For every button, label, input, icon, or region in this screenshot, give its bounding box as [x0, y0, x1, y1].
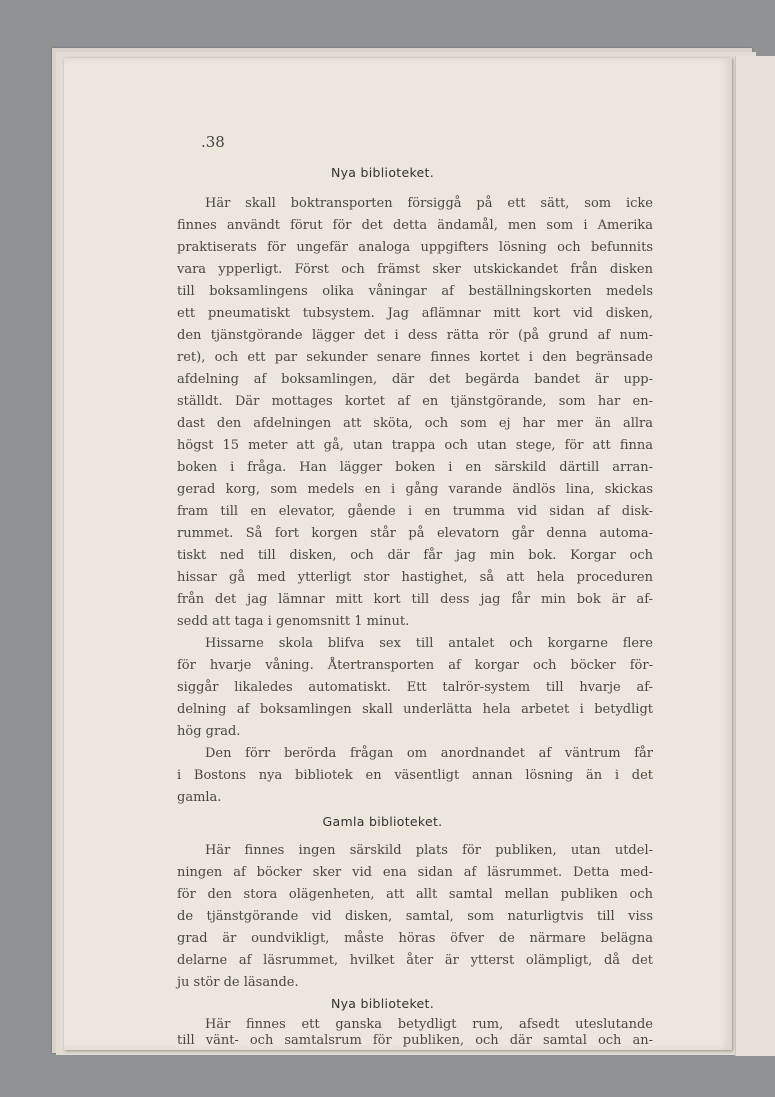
text-line: delarne af läsrummet, hvilket åter är ytterst olämpligt, då det [177, 953, 653, 968]
text-line: de tjänstgörande vid disken, samtal, som naturligtvis till viss [177, 909, 653, 924]
text-line: praktiserats för ungefär analoga uppgifters lösning och befunnits [177, 240, 653, 255]
section-heading-gamla: Gamla biblioteket. [322, 814, 443, 829]
text-line: tiskt ned till disken, och där får jag min bok. Korgar och [177, 548, 653, 563]
text-line: gerad korg, som medels en i gång varande ändlös lina, skickas [177, 482, 653, 497]
text-line: boken i fråga. Han lägger boken i en särskild därtill arran- [177, 460, 653, 475]
text-line: ju stör de läsande. [177, 975, 299, 990]
section-heading-nya-2: Nya biblioteket. [330, 996, 435, 1011]
text-line: sedd att taga i genomsnitt 1 minut. [177, 614, 410, 629]
text-line: för den stora olägenheten, att allt samtal mellan publiken och [177, 887, 653, 902]
text-line: ret), och ett par sekunder senare finnes kortet i den begränsade [177, 350, 653, 365]
text-line: i Bostons nya bibliotek en väsentligt annan lösning än i det [177, 768, 653, 783]
text-line: för hvarje våning. Återtransporten af korgar och böcker för- [177, 658, 653, 673]
text-line: gamla. [177, 790, 222, 805]
text-line: Här finnes ett ganska betydligt rum, afsedt uteslutande [205, 1017, 653, 1032]
text-line: hissar gå med ytterligt stor hastighet, så att hela proceduren [177, 570, 653, 585]
text-line: ningen af böcker sker vid ena sidan af läsrummet. Detta med- [177, 865, 653, 880]
text-line: fram till en elevator, gående i en trumma vid sidan af disk- [177, 504, 653, 519]
text-line: till vänt- och samtalsrum för publiken, och där samtal och an- [177, 1033, 653, 1048]
page-number: .38 [201, 133, 225, 151]
text-line: afdelning af boksamlingen, där det begärda bandet är upp- [177, 372, 653, 387]
text-line: Den förr berörda frågan om anordnandet af väntrum får [205, 746, 653, 761]
section-heading-nya-1: Nya biblioteket. [330, 165, 435, 180]
text-line: till boksamlingens olika våningar af beställningskorten medels [177, 284, 653, 299]
text-line: dast den afdelningen att sköta, och som ej har mer än allra [177, 416, 653, 431]
text-line: vara ypperligt. Först och främst sker utskickandet från disken [177, 262, 653, 277]
text-line: Här finnes ingen särskild plats för publiken, utan utdel- [205, 843, 653, 858]
text-line: den tjänstgörande lägger det i dess rätta rör (på grund af num- [177, 328, 653, 343]
text-line: ett pneumatiskt tubsystem. Jag aflämnar mitt kort vid disken, [177, 306, 653, 321]
text-line: från det jag lämnar mitt kort till dess jag får min bok är af- [177, 592, 653, 607]
text-line: finnes användt förut för det detta ändamål, men som i Amerika [177, 218, 653, 233]
text-line: Hissarne skola blifva sex till antalet och korgarne flere [205, 636, 653, 651]
facing-page-edge [735, 56, 775, 1056]
text-line: ställdt. Där mottages kortet af en tjänstgörande, som har en- [177, 394, 653, 409]
text-line: rummet. Så fort korgen står på elevatorn går denna automa- [177, 526, 653, 541]
text-line: Här skall boktransporten försiggå på ett sätt, som icke [205, 196, 653, 211]
text-line: hög grad. [177, 724, 241, 739]
text-line: delning af boksamlingen skall underlätta hela arbetet i betydligt [177, 702, 653, 717]
text-line: högst 15 meter att gå, utan trappa och utan stege, för att finna [177, 438, 653, 453]
text-line: siggår likaledes automatiskt. Ett talrör-system till hvarje af- [177, 680, 653, 695]
text-line: grad är oundvikligt, måste höras öfver de närmare belägna [177, 931, 653, 946]
